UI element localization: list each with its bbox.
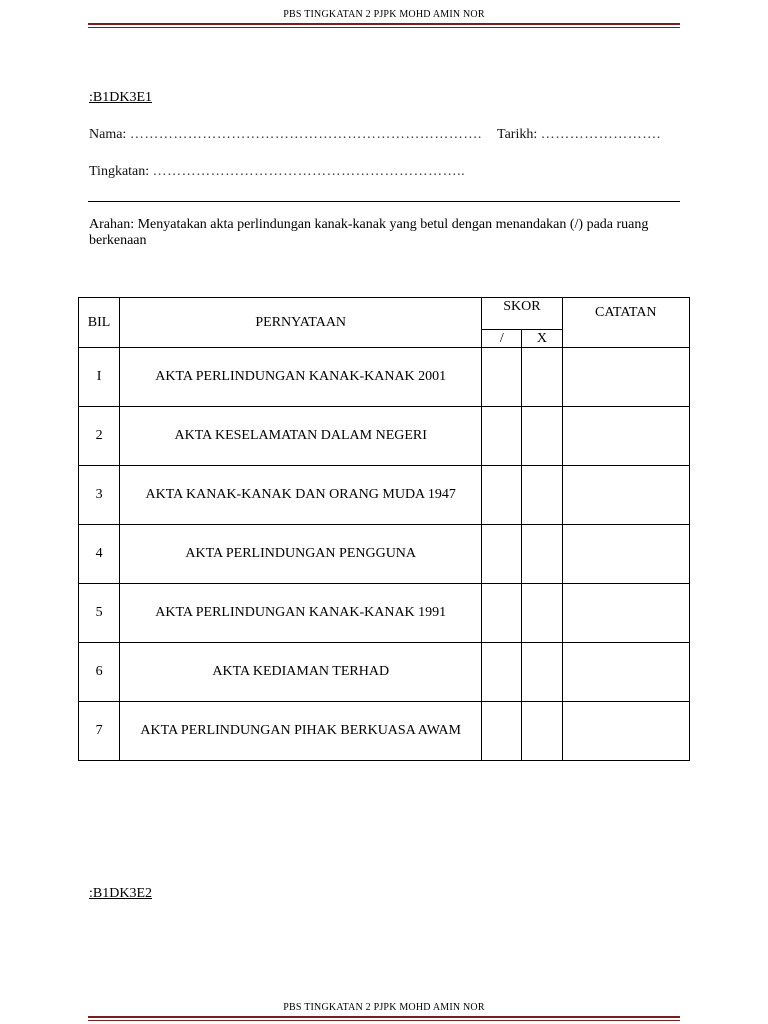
row-pernyataan: AKTA PERLINDUNGAN KANAK-KANAK 2001 xyxy=(120,348,482,407)
header-tick: / xyxy=(482,330,522,348)
x-cell[interactable] xyxy=(522,702,562,761)
tick-cell[interactable] xyxy=(482,525,522,584)
tick-cell[interactable] xyxy=(482,348,522,407)
header-x: X xyxy=(522,330,562,348)
table-row xyxy=(79,466,690,525)
tarikh-dots: ……………………. xyxy=(540,127,661,142)
x-cell[interactable] xyxy=(522,643,562,702)
catatan-cell[interactable] xyxy=(562,702,689,761)
tick-cell[interactable] xyxy=(482,702,522,761)
row-pernyataan: AKTA PERLINDUNGAN PENGGUNA xyxy=(120,525,482,584)
row-pernyataan: AKTA KEDIAMAN TERHAD xyxy=(120,643,482,702)
table-row xyxy=(79,702,690,761)
catatan-cell[interactable] xyxy=(562,348,689,407)
row-bil: 2 xyxy=(79,407,120,466)
row-bil: 5 xyxy=(79,584,120,643)
header-bil: BIL xyxy=(79,298,120,348)
x-cell[interactable] xyxy=(522,348,562,407)
divider xyxy=(88,201,680,202)
section-code-1: :B1DK3E1 xyxy=(89,90,152,105)
nama-dots: ………………………………………………………………. xyxy=(129,127,482,142)
nama-field[interactable] xyxy=(89,127,482,143)
tingkatan-field[interactable] xyxy=(89,164,465,180)
x-cell[interactable] xyxy=(522,466,562,525)
checklist-table xyxy=(78,297,690,761)
header-catatan: CATATAN xyxy=(562,298,689,348)
row-pernyataan: AKTA PERLINDUNGAN KANAK-KANAK 1991 xyxy=(120,584,482,643)
table-row xyxy=(79,643,690,702)
table-row xyxy=(79,525,690,584)
tingkatan-label: Tingkatan: xyxy=(89,164,150,179)
tingkatan-dots: ……………………………………………………….. xyxy=(152,164,466,179)
tick-cell[interactable] xyxy=(482,643,522,702)
row-bil: I xyxy=(79,348,120,407)
row-bil: 3 xyxy=(79,466,120,525)
row-pernyataan: AKTA KESELAMATAN DALAM NEGERI xyxy=(120,407,482,466)
header-skor: SKOR xyxy=(482,298,562,330)
x-cell[interactable] xyxy=(522,407,562,466)
tick-cell[interactable] xyxy=(482,407,522,466)
row-bil: 4 xyxy=(79,525,120,584)
row-pernyataan: AKTA KANAK-KANAK DAN ORANG MUDA 1947 xyxy=(120,466,482,525)
page-footer: PBS TINGKATAN 2 PJPK MOHD AMIN NOR xyxy=(283,1002,485,1013)
header-rule xyxy=(88,23,680,25)
tick-cell[interactable] xyxy=(482,466,522,525)
section-code-2: :B1DK3E2 xyxy=(89,886,152,901)
table-row xyxy=(79,407,690,466)
catatan-cell[interactable] xyxy=(562,407,689,466)
row-pernyataan: AKTA PERLINDUNGAN PIHAK BERKUASA AWAM xyxy=(120,702,482,761)
table-row xyxy=(79,584,690,643)
footer-rule xyxy=(88,1016,680,1018)
row-bil: 7 xyxy=(79,702,120,761)
catatan-cell[interactable] xyxy=(562,584,689,643)
footer-rule-thin xyxy=(88,1020,680,1021)
x-cell[interactable] xyxy=(522,525,562,584)
tarikh-label: Tarikh: xyxy=(497,127,538,142)
catatan-cell[interactable] xyxy=(562,643,689,702)
tick-cell[interactable] xyxy=(482,584,522,643)
catatan-cell[interactable] xyxy=(562,466,689,525)
page-header: PBS TINGKATAN 2 PJPK MOHD AMIN NOR xyxy=(283,9,485,20)
header-pernyataan: PERNYATAAN xyxy=(120,298,482,348)
table-row xyxy=(79,348,690,407)
header-rule-thin xyxy=(88,27,680,28)
catatan-cell[interactable] xyxy=(562,525,689,584)
x-cell[interactable] xyxy=(522,584,562,643)
row-bil: 6 xyxy=(79,643,120,702)
nama-label: Nama: xyxy=(89,127,127,142)
tarikh-field[interactable] xyxy=(497,127,661,143)
instruction-text: Arahan: Menyatakan akta perlindungan kanak-kanak yang betul dengan menandakan (/) pada ruang berkenaan xyxy=(89,217,649,248)
